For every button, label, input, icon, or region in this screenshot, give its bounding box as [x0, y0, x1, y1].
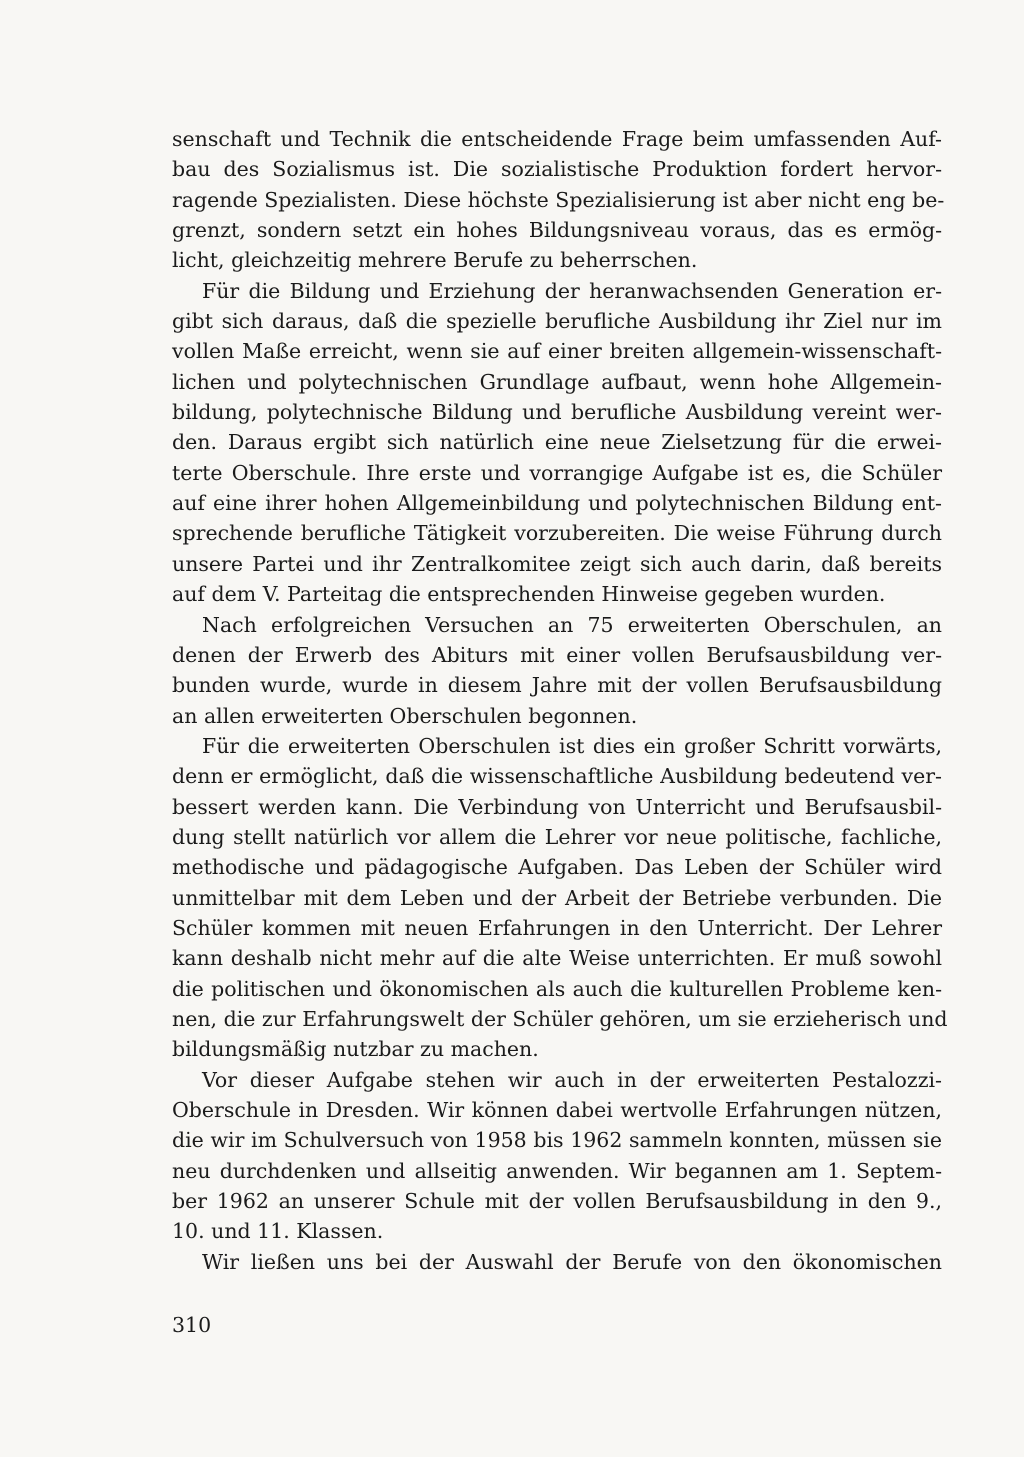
- text-line: gibt sich daraus, daß die spezielle berufliche Ausbildung ihr Ziel nur im: [172, 309, 942, 334]
- text-line: vollen Maße erreicht, wenn sie auf einer breiten allgemein-wissenschaft-: [172, 339, 942, 364]
- text-line: bildung, polytechnische Bildung und berufliche Ausbildung vereint wer-: [172, 400, 942, 425]
- text-line: die politischen und ökonomischen als auch die kulturellen Probleme ken-: [172, 976, 942, 1001]
- text-line: 10. und 11. Klassen.: [172, 1219, 384, 1244]
- text-line: auf dem V. Parteitag die entsprechenden Hinweise gegeben wurden.: [172, 582, 886, 607]
- text-line: Wir ließen uns bei der Auswahl der Berufe von den ökonomischen: [202, 1249, 942, 1274]
- text-line: nen, die zur Erfahrungswelt der Schüler gehören, um sie erzieherisch und: [172, 1006, 948, 1031]
- text-line: unmittelbar mit dem Leben und der Arbeit der Betriebe verbunden. Die: [172, 885, 942, 910]
- text-line: kann deshalb nicht mehr auf die alte Weise unterrichten. Er muß sowohl: [172, 946, 942, 971]
- text-line: bildungsmäßig nutzbar zu machen.: [172, 1037, 539, 1062]
- text-line: neu durchdenken und allseitig anwenden. Wir begannen am 1. Septem-: [172, 1158, 942, 1183]
- text-line: sprechende berufliche Tätigkeit vorzubereiten. Die weise Führung durch: [172, 521, 942, 546]
- text-line: den. Daraus ergibt sich natürlich eine neue Zielsetzung für die erwei-: [172, 430, 942, 455]
- text-line: dung stellt natürlich vor allem die Lehrer vor neue politische, fachliche,: [172, 824, 942, 849]
- text-line: senschaft und Technik die entscheidende Frage beim umfassenden Auf-: [172, 127, 942, 151]
- text-line: denn er ermöglicht, daß die wissenschaftliche Ausbildung bedeutend ver-: [172, 764, 942, 789]
- text-line: denen der Erwerb des Abiturs mit einer vollen Berufsausbildung ver-: [172, 642, 942, 667]
- text-line: bunden wurde, wurde in diesem Jahre mit der vollen Berufsausbildung: [172, 673, 942, 698]
- text-line: methodische und pädagogische Aufgaben. Das Leben der Schüler wird: [172, 855, 942, 880]
- body-text: [172, 124, 948, 1277]
- text-line: Schüler kommen mit neuen Erfahrungen in den Unterricht. Der Lehrer: [172, 915, 942, 940]
- text-line: bessert werden kann. Die Verbindung von Unterricht und Berufsausbil-: [172, 794, 942, 819]
- text-line: auf eine ihrer hohen Allgemeinbildung und polytechnischen Bildung ent-: [172, 491, 942, 516]
- text-line: Oberschule in Dresden. Wir können dabei wertvolle Erfahrungen nützen,: [172, 1098, 942, 1122]
- text-line: grenzt, sondern setzt ein hohes Bildungsniveau voraus, das es ermög-: [172, 218, 942, 243]
- text-line: ragende Spezialisten. Diese höchste Spezialisierung ist aber nicht eng be-: [172, 187, 945, 212]
- text-line: Nach erfolgreichen Versuchen an 75 erweiterten Oberschulen, an: [202, 612, 942, 637]
- text-line: an allen erweiterten Oberschulen begonnen.: [172, 703, 638, 728]
- text-line: Vor dieser Aufgabe stehen wir auch in der erweiterten Pestalozzi-: [202, 1067, 942, 1092]
- text-line: lichen und polytechnischen Grundlage aufbaut, wenn hohe Allgemein-: [172, 369, 942, 394]
- text-line: bau des Sozialismus ist. Die sozialistische Produktion fordert hervor-: [172, 157, 942, 182]
- text-line: licht, gleichzeitig mehrere Berufe zu beherrschen.: [172, 248, 698, 273]
- text-line: Für die Bildung und Erziehung der heranwachsenden Generation er-: [202, 278, 942, 303]
- text-line: unsere Partei und ihr Zentralkomitee zeigt sich auch darin, daß bereits: [172, 551, 942, 576]
- page-number: 310: [172, 1313, 212, 1337]
- text-line: die wir im Schulversuch von 1958 bis 1962 sammeln konnten, müssen sie: [172, 1128, 942, 1153]
- text-line: Für die erweiterten Oberschulen ist dies ein großer Schritt vorwärts,: [202, 733, 942, 758]
- text-line: ber 1962 an unserer Schule mit der vollen Berufsausbildung in den 9.,: [172, 1189, 942, 1214]
- text-line: terte Oberschule. Ihre erste und vorrangige Aufgabe ist es, die Schüler: [172, 460, 942, 485]
